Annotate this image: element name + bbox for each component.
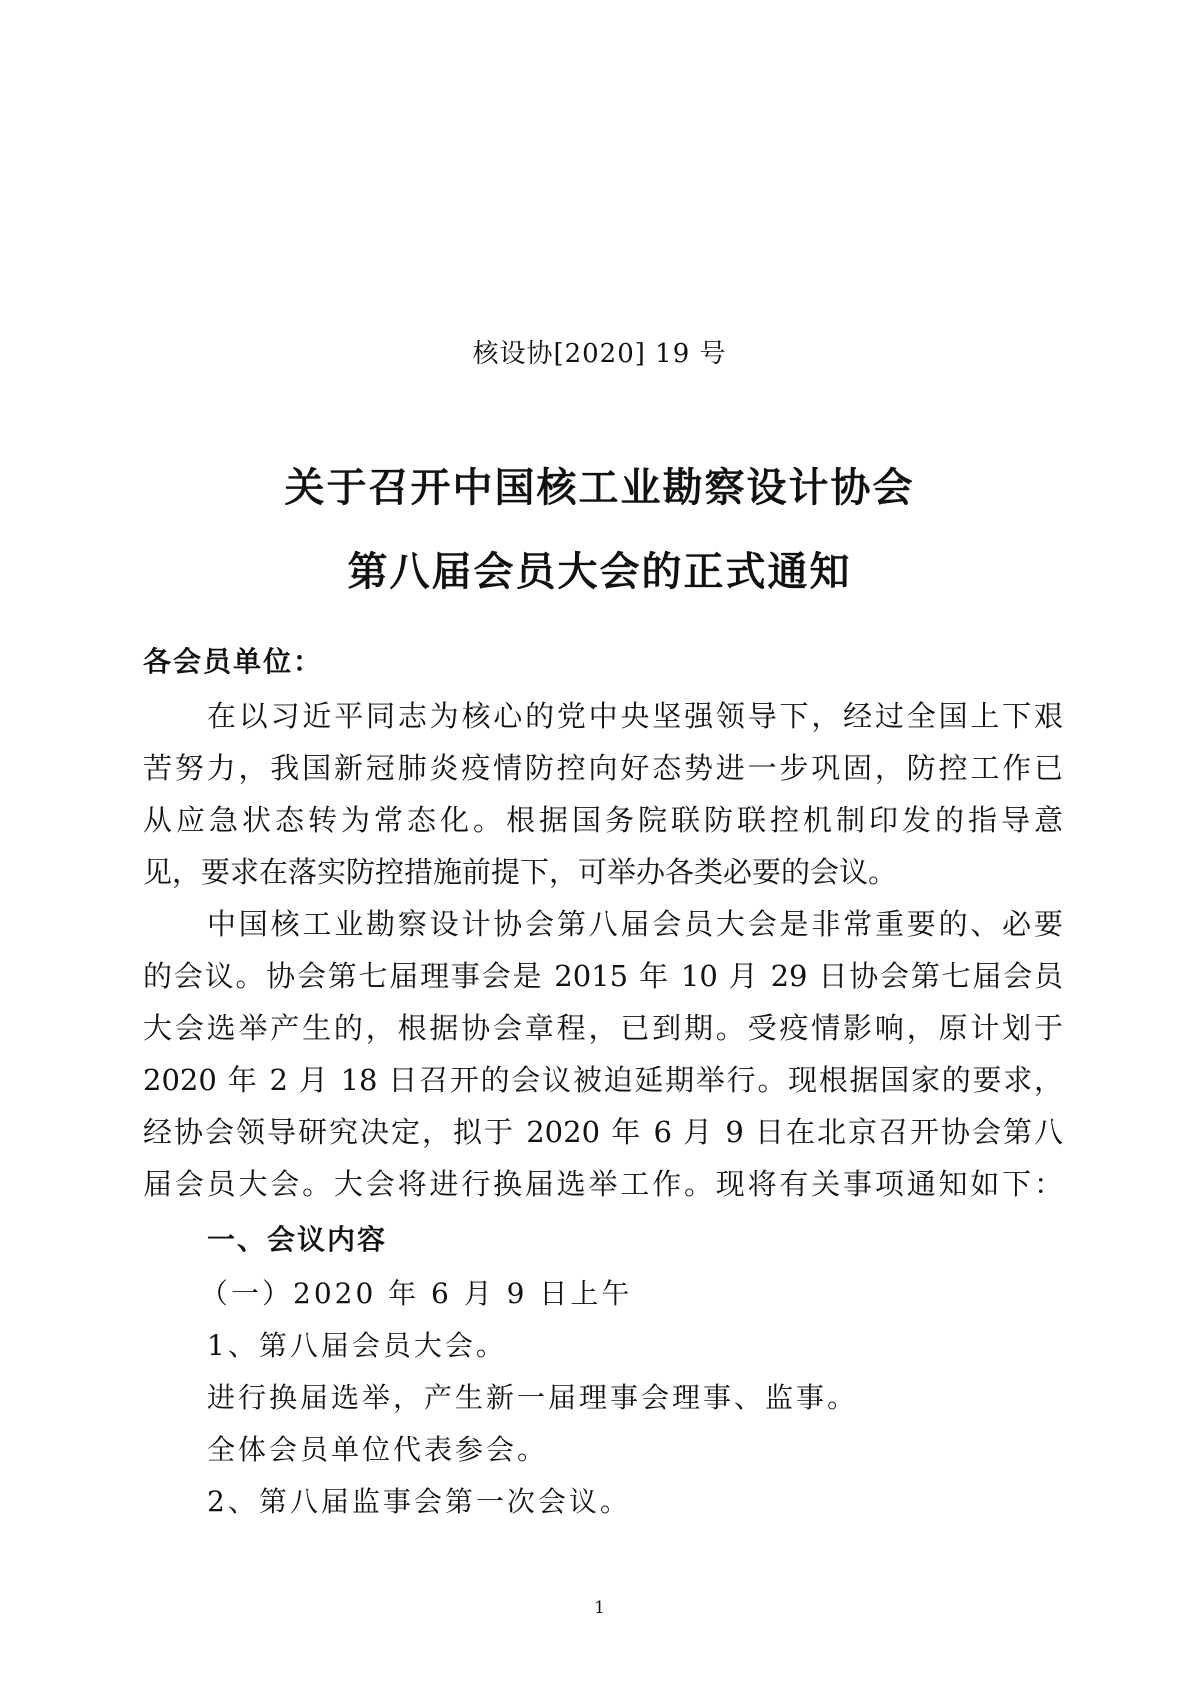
paragraph-2-line: 的会议。协会第七届理事会是 2015 年 10 月 29 日协会第七届会员	[143, 959, 1063, 993]
document-number: 核设协[2020] 19 号	[472, 339, 727, 369]
list-item: 2、第八届监事会第一次会议。	[207, 1485, 631, 1518]
paragraph-1-line: 苦努力，我国新冠肺炎疫情防控向好态势进一步巩固，防控工作已	[143, 751, 1063, 785]
paragraph-2-line: 中国核工业勘察设计协会第八届会员大会是非常重要的、必要	[207, 907, 1063, 941]
page-number: 1	[594, 1598, 605, 1618]
section-heading: 一、会议内容	[207, 1223, 388, 1256]
paragraph-2-line: 届会员大会。大会将进行换届选举工作。现将有关事项通知如下：	[143, 1167, 1063, 1201]
paragraph-2-line: 经协会领导研究决定，拟于 2020 年 6 月 9 日在北京召开协会第八	[143, 1115, 1063, 1149]
paragraph-2-line: 2020 年 2 月 18 日召开的会议被迫延期举行。现根据国家的要求，	[143, 1063, 1063, 1097]
paragraph-2-line: 大会选举产生的，根据协会章程，已到期。受疫情影响，原计划于	[143, 1011, 1063, 1045]
list-item: 进行换届选举，产生新一届理事会理事、监事。	[207, 1381, 859, 1414]
title-line-1: 关于召开中国核工业勘察设计协会	[284, 465, 915, 511]
paragraph-1-line: 见，要求在落实防控措施前提下，可举办各类必要的会议。	[143, 855, 898, 889]
list-item: （一）2020 年 6 月 9 日上午	[200, 1277, 633, 1310]
paragraph-1-line: 在以习近平同志为核心的党中央坚强领导下，经过全国上下艰	[207, 699, 1063, 733]
title-line-2: 第八届会员大会的正式通知	[347, 549, 852, 595]
paragraph-1-line: 从应急状态转为常态化。根据国务院联防联控机制印发的指导意	[143, 803, 1063, 837]
list-item: 全体会员单位代表参会。	[207, 1433, 549, 1466]
list-item: 1、第八届会员大会。	[207, 1329, 507, 1362]
salutation: 各会员单位：	[143, 645, 324, 678]
